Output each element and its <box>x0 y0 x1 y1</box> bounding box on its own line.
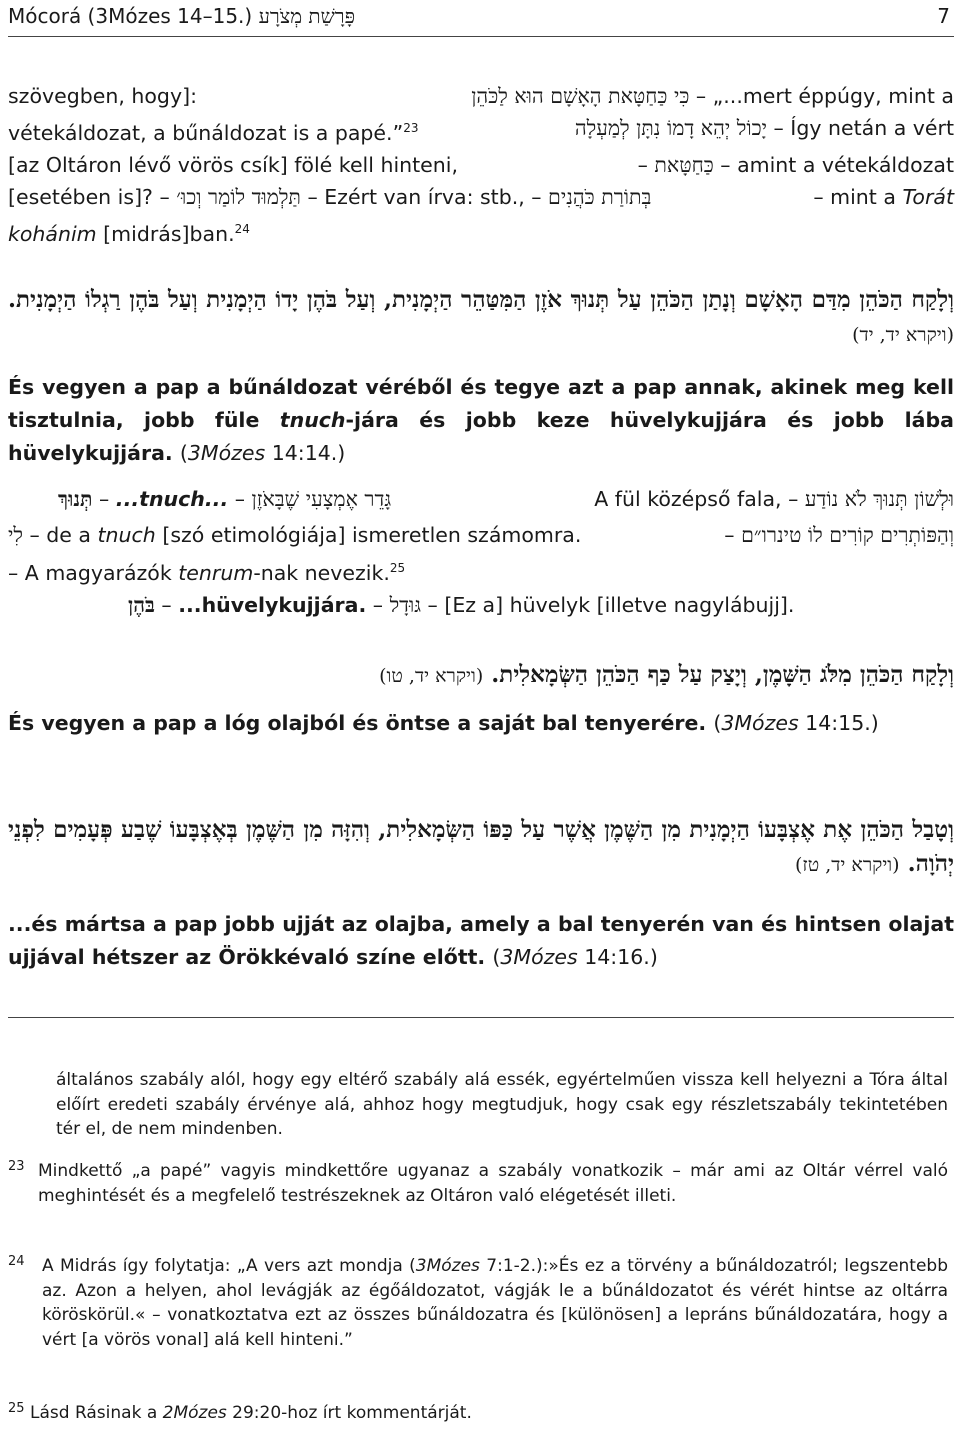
para-line <box>8 181 954 213</box>
hebrew-phrase: גָּדֵר אֶמְצָעִי שֶׁבָּאֹזֶן <box>251 487 392 511</box>
translation-italic: tnuch <box>279 408 346 432</box>
commentary-italic: tnuch <box>97 523 156 547</box>
para-text: יָכוֹל יְהֵא דָמוֹ נִתָּן לְמַעְלָה – Így netán a vért <box>574 116 954 140</box>
hebrew-phrase: תַּלְמוּד לוֹמַר וְכוּ׳ <box>176 184 301 209</box>
verse-hebrew-text: וְלָקַח הַכֹּהֵן מִלֹּג הַשָּׁמֶן, וְיָצַק עַל כַּף הַכֹּהֵן הַשְּׂמָאלִית. <box>491 661 954 688</box>
hebrew-verse-15 <box>8 658 954 693</box>
hebrew-phrase: וְהַפּוֹתְרִים קוֹרִים לוֹ טינרו״ם <box>741 523 954 547</box>
commentary-right: A fül középső fala, – וּלְשׁוֹן תְּנוּךְ לֹא נוֹדַע <box>594 487 954 511</box>
verse-hebrew-text: וְטָבַל הַכֹּהֵן אֶת אֶצְבָּעוֹ הַיְמָנִית מִן הַשֶּׁמֶן אֲשֶׁר עַל כַּפּוֹ הַשְּׂמָאלִית, וְהִזָּה מִן הַשֶּׁמֶן בְּאֶצְבָּעוֹ שֶׁבַע פְּעָמִים לִפְנֵי יְהֹוָה. <box>8 816 954 877</box>
footnote-italic: 3Mózes <box>415 1256 480 1276</box>
para-italic: Torát <box>902 184 954 209</box>
commentary-bold: ...hüvelykujjára. <box>178 593 367 617</box>
hebrew-phrase: בְּתוֹרַת כֹּהֲנִים <box>548 184 652 209</box>
para-text: szövegben, hogy]: <box>8 84 197 108</box>
footnote-number: 23 <box>8 1159 25 1174</box>
para-text: – כַּחַטָּאת – amint a vétekáldozat <box>637 152 954 177</box>
footnote-23 <box>8 1159 948 1208</box>
para-text: mint a <box>830 184 896 209</box>
ref-italic: 3Mózes <box>187 441 266 465</box>
commentary-row <box>8 484 954 514</box>
commentary-row: – A magyarázók tenrum-nak nevezik.$^{25}$ <box>8 560 406 585</box>
para-line <box>8 80 954 112</box>
footnote-ref[interactable]: 24 <box>234 221 250 236</box>
header-hebrew: פָּרָשַׁת מְצֹרָע <box>258 4 356 28</box>
footnote-number: 25 <box>8 1401 25 1416</box>
para-line <box>8 213 954 250</box>
para-text: vétekáldozat, a bűnáldozat is a papé.” <box>8 120 404 145</box>
translation-text: ...és mártsa a pap jobb ujját az olajba, amely a bal tenyerén van és hintsen olajat ujjával hétszer az Örökkévaló színe előtt. <box>8 912 954 969</box>
ref-text: 14:15.) <box>805 711 879 735</box>
commentary-row: בֹּהֶן – ...hüvelykujjára. – גּוּדָל – [Ez a] hüvelyk [illetve nagylábujj]. <box>128 593 795 617</box>
para-text: Ezért van írva: stb., <box>324 184 525 209</box>
para-line <box>8 112 954 149</box>
para-text: כִּי כַּחַטָּאת הָאָשָׁם הוּא לַכֹּהֵן – „...mert éppúgy, mint a <box>471 84 954 108</box>
ref-italic: 3Mózes <box>500 945 578 969</box>
para-italic: kohánim <box>8 221 97 246</box>
commentary-text: A magyarázók <box>24 560 172 585</box>
commentary-text: A fül középső fala, <box>594 487 782 511</box>
commentary-left: תְּנוּךְ – ...tnuch... – גָּדֵר אֶמְצָעִי שֶׁבָּאֹזֶן <box>58 487 392 511</box>
document-page <box>8 0 954 1429</box>
translation-ref: (3Mózes 14:16.) <box>492 945 658 969</box>
para-text: „...mert éppúgy, mint a <box>712 84 954 108</box>
ref-italic: 3Mózes <box>721 711 799 735</box>
footnote-text: A Midrás így folytatja: „A vers azt mondja ( <box>42 1256 416 1276</box>
footnote-24 <box>8 1254 949 1352</box>
hebrew-verse-16 <box>8 813 954 882</box>
verse-reference: (ויקרא יד, טו) <box>379 665 484 687</box>
commentary-text: -nak nevezik. <box>253 560 390 585</box>
translation-verse-15 <box>8 707 954 740</box>
translation-ref: (3Mózes 14:14.) <box>179 441 346 465</box>
translation-text: És vegyen a pap a bűnáldozat véréből és tegye azt a pap annak, akinek meg kell tisztulnia, jobb füle <box>8 375 954 432</box>
commentary-text: de a <box>46 523 91 547</box>
translation-ref: (3Mózes 14:15.) <box>713 711 879 735</box>
footnote-number: 24 <box>8 1254 25 1269</box>
verse-reference: (ויקרא יד, טז) <box>795 854 900 876</box>
footnote-ref[interactable]: 23 <box>403 121 419 135</box>
header-title <box>8 4 355 29</box>
hebrew-phrase: תְּנוּךְ <box>58 487 93 511</box>
page-number: 7 <box>937 4 950 28</box>
commentary-italic: tenrum <box>178 560 254 585</box>
verse-reference: (ויקרא יד, יד) <box>852 324 954 346</box>
para-text: Így netán a vért <box>790 116 954 140</box>
para-line <box>8 149 954 181</box>
para-text: [esetében is]? – תַּלְמוּד לוֹמַר וְכוּ׳ – Ezért van írva: stb., – בְּתוֹרַת כֹּהֲנִים <box>8 184 652 209</box>
footnote-text: 7:1-2.):»És ez a törvény a bűnáldozatról; legszentebb az. Azon a helyen, ahol levágják az égőáldozatot, vágják le a bűnáldozatot és vérét hintse az oltárra köröskörül.« – vonatkoztatva ezt az összes bűnáldozatra és [különösen] a lepráns bűnáldozatára, hogy a vért [a vörös vonal] alá kell hinteni.” <box>42 1256 949 1350</box>
commentary-row <box>8 520 954 550</box>
footnote-text: Mindkettő „a papé” vagyis mindkettőre ugyanaz a szabály vonatkozik – már ami az Oltár vérrel való meghintését és a megfelelő testrészeknek az Oltáron való elégetését illeti. <box>38 1161 948 1206</box>
translation-text: -jára és jobb keze hüvelykujjára és jobb lába hüvelykujjára. <box>8 408 954 465</box>
footnote-text: 29:20-hoz írt kommentárját. <box>232 1403 472 1423</box>
para-text: [az Oltáron lévő vörös csík] fölé kell hinteni, <box>8 152 458 177</box>
para-text: amint a vétekáldozat <box>737 152 954 177</box>
header-rule <box>8 36 954 37</box>
running-header <box>8 2 954 32</box>
hebrew-phrase: לִי <box>8 523 23 547</box>
footnote-ref[interactable]: 25 <box>389 561 406 575</box>
rashi-paragraph <box>8 80 954 250</box>
translation-verse-14 <box>8 371 954 470</box>
hebrew-verse-14 <box>8 283 954 352</box>
commentary-left: לִי – de a tnuch [szó etimológiája] ismeretlen számomra. <box>8 523 582 547</box>
commentary-text: [szó etimológiája] ismeretlen számomra. <box>162 523 582 547</box>
commentary-text: [Ez a] hüvelyk [illetve nagylábujj]. <box>444 593 795 617</box>
para-text: [midrás]ban. <box>103 221 235 246</box>
para-text: – mint a Torát <box>813 184 954 209</box>
commentary-italic: ...tnuch... <box>115 487 229 511</box>
footnote-text: Lásd Rásinak a <box>30 1403 158 1423</box>
para-text <box>8 112 418 149</box>
ref-text: 14:14.) <box>271 441 346 465</box>
footnote-25 <box>8 1401 948 1426</box>
ref-text: 14:16.) <box>584 945 658 969</box>
verse-hebrew-text: וְלָקַח הַכֹּהֵן מִדַּם הָאָשָׁם וְנָתַן הַכֹּהֵן עַל תְּנוּךְ אֹזֶן הַמִּטַּהֵר הַיְמָנִית, וְעַל בֹּהֶן יָדוֹ הַיְמָנִית וְעַל בֹּהֶן רַגְלוֹ הַיְמָנִית. <box>8 286 954 313</box>
footnote-rule <box>8 1017 954 1018</box>
hebrew-phrase: וּלְשׁוֹן תְּנוּךְ לֹא נוֹדַע <box>804 487 954 511</box>
hebrew-phrase: בֹּהֶן <box>128 593 155 617</box>
hebrew-phrase: כַּחַטָּאת <box>654 152 714 177</box>
footnote-continuation: általános szabály alól, hogy egy eltérő szabály alá essék, egyértelműen vissza kell helyezni a Tóra által előírt eredeti szabály érvénye alá, ahhoz hogy megtudjuk, hogy csak egy részletszabály tekintetében tér el, de nem mindenben. <box>56 1070 948 1139</box>
hebrew-phrase: יָכוֹל יְהֵא דָמוֹ נִתָּן לְמַעְלָה <box>574 116 767 140</box>
para-text: [esetében is]? <box>8 184 153 209</box>
translation-verse-16 <box>8 908 954 974</box>
translation-text: És vegyen a pap a lóg olajból és öntse a saját bal tenyerére. <box>8 711 707 735</box>
hebrew-phrase: גּוּדָל <box>389 593 422 617</box>
commentary-right: – וְהַפּוֹתְרִים קוֹרִים לוֹ טינרו״ם <box>724 523 954 547</box>
header-title-text: Mócorá (3Mózes 14–15.) <box>8 4 253 28</box>
footnote-italic: 2Mózes <box>162 1403 227 1423</box>
hebrew-phrase: כִּי כַּחַטָּאת הָאָשָׁם הוּא לַכֹּהֵן <box>471 84 690 108</box>
